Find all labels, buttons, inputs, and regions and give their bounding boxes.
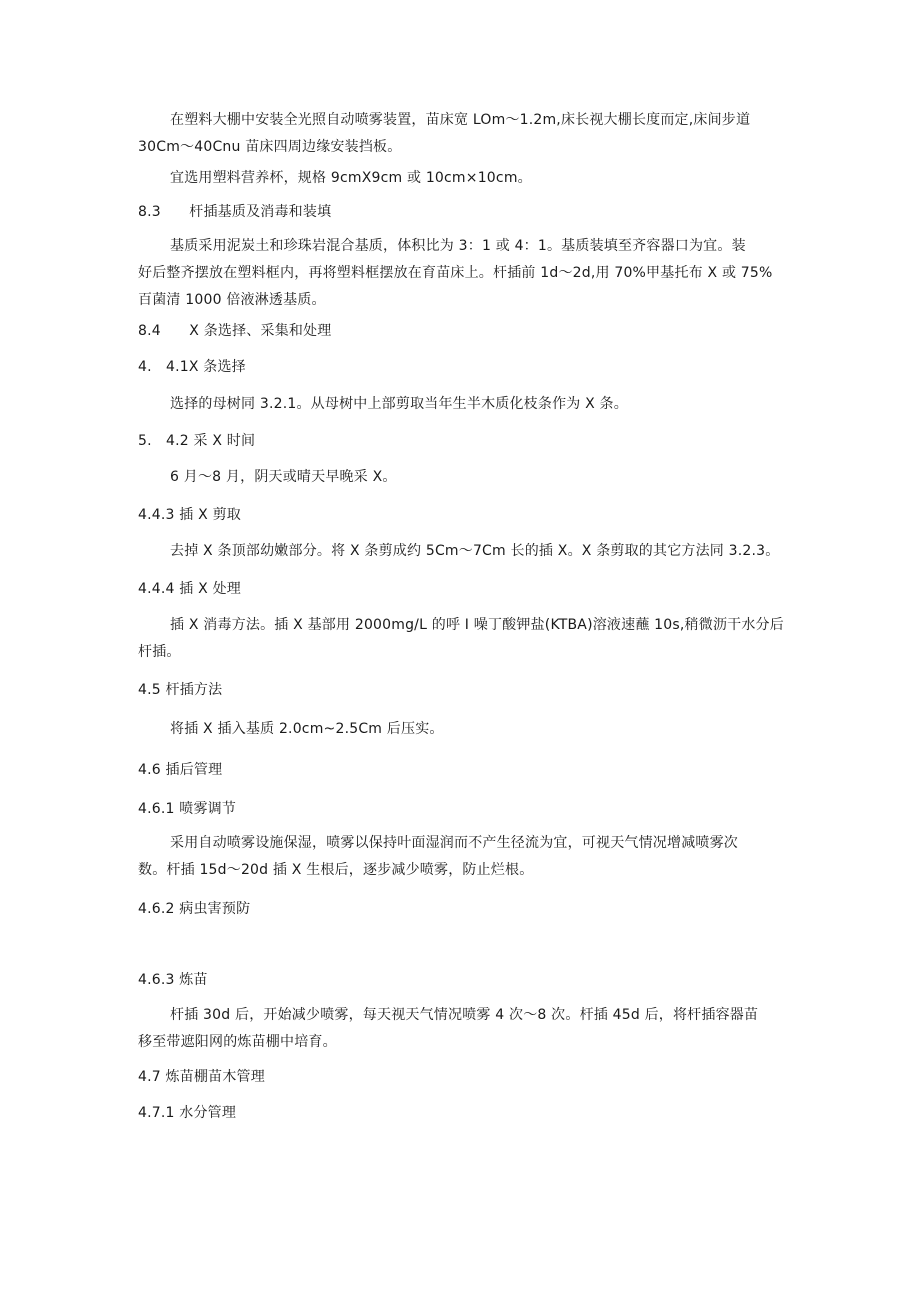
paragraph-hardening: [138, 1002, 758, 1056]
section-heading-4-5: [138, 677, 222, 704]
text-line: 数。杆插 15d～20d 插 X 生根后，逐步减少喷雾，防止烂根。: [138, 862, 534, 878]
section-heading-4-6-1: [138, 796, 236, 823]
paragraph-substrate: [138, 233, 773, 314]
paragraph-facility: [138, 107, 750, 161]
text-line: 6 月～8 月，阴天或晴天早晚采 X。: [170, 469, 397, 485]
text-line: 百菌清 1000 倍液淋透基质。: [138, 292, 326, 308]
heading-text: 4. 4.1X 条选择: [138, 359, 246, 375]
section-heading-4-7: [138, 1064, 265, 1091]
heading-text: 4.5 杆插方法: [138, 682, 223, 698]
section-heading-4-4-4: [138, 576, 241, 603]
heading-text: 4.6.2 病虫害预防: [138, 901, 251, 917]
paragraph-selection: [138, 391, 628, 418]
heading-text: 8.4 X 条选择、采集和处理: [138, 323, 332, 339]
text-line: 宜选用塑料营养杯，规格 9cmX9cm 或 10cm×10cm。: [170, 170, 532, 186]
text-line: 基质采用泥炭土和珍珠岩混合基质，体积比为 3：1 或 4：1。基质装填至齐容器口为宜。装: [170, 238, 746, 254]
section-heading-8-3: [138, 199, 331, 226]
section-heading-8-4: [138, 318, 332, 345]
heading-text: 4.6.1 喷雾调节: [138, 801, 237, 817]
heading-text: 4.7 炼苗棚苗木管理: [138, 1069, 265, 1085]
section-heading-4-6-2: [138, 896, 250, 923]
paragraph-cutting: [138, 538, 779, 565]
heading-text: 4.4.3 插 X 剪取: [138, 507, 241, 523]
section-heading-4-1: [138, 354, 246, 381]
heading-text: 8.3 杆插基质及消毒和装填: [138, 204, 332, 220]
heading-text: 4.7.1 水分管理: [138, 1105, 237, 1121]
paragraph-method: [138, 716, 444, 743]
heading-text: 5. 4.2 采 X 时间: [138, 433, 256, 449]
section-heading-4-4-3: [138, 502, 241, 529]
section-heading-4-2: [138, 428, 255, 455]
heading-text: 4.6 插后管理: [138, 762, 223, 778]
heading-text: 4.6.3 炼苗: [138, 972, 208, 988]
text-line: 好后整齐摆放在塑料框内，再将塑料框摆放在育苗床上。杆插前 1d～2d,用 70%甲基托布 X 或 75%: [138, 265, 773, 281]
paragraph-treatment: [138, 612, 784, 666]
text-line: 采用自动喷雾设施保湿，喷雾以保持叶面湿润而不产生径流为宜，可视天气情况增减喷雾次: [170, 835, 738, 851]
section-heading-4-7-1: [138, 1100, 236, 1127]
paragraph-spray: [138, 830, 738, 884]
paragraph-container: [138, 165, 532, 192]
section-heading-4-6: [138, 757, 222, 784]
paragraph-collection-time: [138, 464, 397, 491]
section-heading-4-6-3: [138, 967, 208, 994]
text-line: 杆插 30d 后，开始减少喷雾，每天视天气情况喷雾 4 次～8 次。杆插 45d 后，将杆插容器苗: [170, 1007, 759, 1023]
text-line: 在塑料大棚中安装全光照自动喷雾装置，苗床宽 LOm～1.2m,床长视大棚长度而定,床间步道: [170, 112, 751, 128]
text-line: 移至带遮阳网的炼苗棚中培育。: [138, 1034, 337, 1050]
text-line: 插 X 消毒方法。插 X 基部用 2000mg/L 的呼 I 噪丁酸钾盐(KTBA)溶液速蘸 10s,稍微沥干水分后: [170, 617, 784, 633]
text-line: 去掉 X 条顶部幼嫩部分。将 X 条剪成约 5Cm～7Cm 长的插 X。X 条剪取的其它方法同 3.2.3。: [170, 543, 780, 559]
text-line: 杆插。: [138, 644, 181, 660]
text-line: 选择的母树同 3.2.1。从母树中上部剪取当年生半木质化枝条作为 X 条。: [170, 396, 628, 412]
text-line: 将插 X 插入基质 2.0cm~2.5Cm 后压实。: [170, 721, 444, 737]
heading-text: 4.4.4 插 X 处理: [138, 581, 241, 597]
text-line: 30Cm～40Cnu 苗床四周边缘安装挡板。: [138, 139, 402, 155]
